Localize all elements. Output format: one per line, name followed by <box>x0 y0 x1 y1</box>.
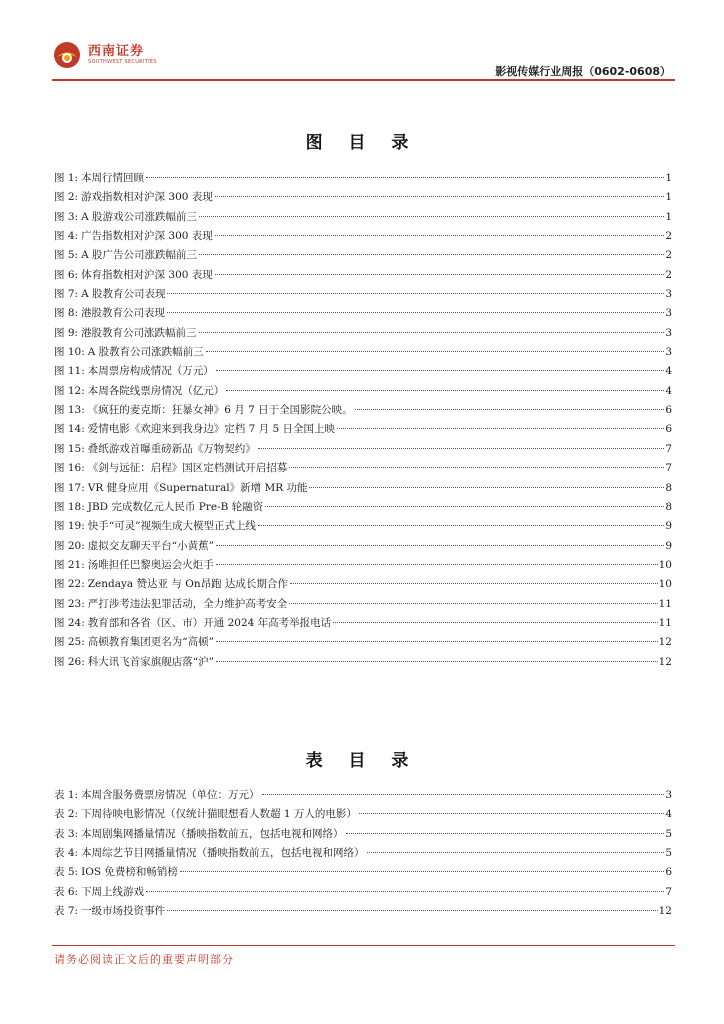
entry-page-number: 2 <box>665 249 672 262</box>
entry-page-number: 9 <box>665 539 672 552</box>
toc-entry[interactable] <box>54 615 672 634</box>
toc-entry[interactable] <box>54 421 672 440</box>
figures-toc-title: 图 目 录 <box>305 133 419 153</box>
entry-title: 《疯狂的麦克斯：狂暴女神》6 月 7 日于全国影院公映。 <box>87 404 353 417</box>
entry-page-number: 2 <box>665 230 672 243</box>
dot-leader <box>167 312 664 313</box>
entry-title: 港股教育公司表现 <box>81 307 166 320</box>
entry-page-number: 3 <box>665 307 672 320</box>
entry-title: JBD 完成数亿元人民币 Pre-B 轮融资 <box>87 500 264 513</box>
entry-page-number: 10 <box>658 558 672 571</box>
toc-entry[interactable] <box>54 480 672 499</box>
entry-title: 一级市场投资事件 <box>81 905 166 918</box>
toc-entry[interactable] <box>54 209 672 228</box>
entry-label: 图 6: <box>54 268 79 281</box>
report-title: 影视传媒行业周报（0602-0608） <box>495 65 671 78</box>
entry-title: 下周待映电影情况（仅统计猫眼想看人数超 1 万人的电影） <box>81 808 357 821</box>
toc-entry[interactable] <box>54 247 672 266</box>
entry-label: 图 10: <box>54 346 85 359</box>
entry-page-number: 12 <box>658 655 672 668</box>
dot-leader <box>265 506 664 507</box>
entry-label: 图 9: <box>54 326 79 339</box>
entry-page-number: 12 <box>658 905 672 918</box>
entry-title: VR 健身应用《Supernatural》新增 MR 功能 <box>87 481 308 494</box>
entry-page-number: 3 <box>665 326 672 339</box>
dot-leader <box>215 274 665 275</box>
dot-leader <box>290 583 658 584</box>
entry-page-number: 11 <box>658 616 672 629</box>
entry-title: 本周含服务费票房情况（单位：万元） <box>81 789 260 801</box>
entry-label: 图 23: <box>54 597 85 610</box>
entry-page-number: 5 <box>665 827 672 840</box>
entry-page-number: 10 <box>658 578 672 591</box>
entry-label: 表 2: <box>54 808 79 821</box>
page-header <box>52 40 675 82</box>
dot-leader <box>167 293 664 294</box>
dot-leader <box>199 254 664 255</box>
entry-page-number: 4 <box>665 808 672 821</box>
entry-label: 图 18: <box>54 500 85 513</box>
dot-leader <box>367 852 665 853</box>
entry-title: 严打涉考违法犯罪活动，全力维护高考安全 <box>87 597 288 610</box>
toc-entry[interactable] <box>54 441 672 460</box>
dot-leader <box>333 622 657 623</box>
toc-entry[interactable] <box>54 305 672 324</box>
entry-label: 图 16: <box>54 462 85 475</box>
toc-entry[interactable] <box>54 787 672 806</box>
entry-label: 表 6: <box>54 885 79 898</box>
dot-leader <box>146 177 664 178</box>
entry-label: 图 26: <box>54 655 85 668</box>
toc-entry[interactable] <box>54 654 672 673</box>
entry-page-number: 11 <box>658 597 672 610</box>
dot-leader <box>289 467 664 468</box>
entry-page-number: 5 <box>665 847 672 860</box>
entry-title: 本周综艺节目网播量情况（播映指数前五，包括电视和网络） <box>81 847 365 860</box>
entry-label: 表 5: <box>54 866 79 879</box>
dot-leader <box>216 545 664 546</box>
entry-page-number: 9 <box>665 520 672 533</box>
dot-leader <box>355 409 665 410</box>
entry-title: Zendaya 赞达亚 与 On昂跑 达成长期合作 <box>87 578 288 591</box>
entry-page-number: 4 <box>665 365 672 378</box>
toc-entry[interactable] <box>54 228 672 247</box>
dot-leader <box>215 235 665 236</box>
entry-page-number: 7 <box>665 442 672 455</box>
dot-leader <box>199 332 665 333</box>
toc-entry[interactable] <box>54 826 672 845</box>
toc-entry[interactable] <box>54 363 672 382</box>
entry-page-number: 8 <box>665 500 672 513</box>
logo-icon <box>52 40 82 70</box>
entry-page-number: 6 <box>665 404 672 417</box>
entry-label: 图 21: <box>54 558 85 571</box>
toc-entry[interactable] <box>54 576 672 595</box>
dot-leader <box>216 564 658 565</box>
toc-entry[interactable] <box>54 189 672 208</box>
entry-title: IOS 免费榜和畅销榜 <box>81 866 178 879</box>
entry-label: 图 4: <box>54 230 79 243</box>
entry-label: 图 20: <box>54 539 85 552</box>
dot-leader <box>258 525 664 526</box>
toc-entry[interactable] <box>54 538 672 557</box>
toc-entry[interactable] <box>54 344 672 363</box>
entry-title: 本周行情回顾 <box>81 172 145 184</box>
entry-page-number: 7 <box>665 462 672 475</box>
entry-label: 图 22: <box>54 578 85 591</box>
entry-label: 图 13: <box>54 404 85 417</box>
toc-entry[interactable] <box>54 864 672 883</box>
toc-entry[interactable] <box>54 383 672 402</box>
toc-entry[interactable] <box>54 325 672 344</box>
dot-leader <box>337 428 664 429</box>
toc-entry[interactable] <box>54 267 672 286</box>
entry-label: 图 8: <box>54 307 79 320</box>
entry-label: 图 1: <box>54 172 79 184</box>
entry-title: A 股教育公司涨跌幅前三 <box>87 346 204 359</box>
entry-page-number: 12 <box>658 636 672 649</box>
entry-title: 科大讯飞首家旗舰店落“沪” <box>87 655 214 668</box>
entry-page-number: 1 <box>665 191 672 204</box>
entry-title: 汤唯担任巴黎奥运会火炬手 <box>87 558 214 571</box>
entry-label: 图 12: <box>54 384 85 397</box>
entry-title: 游戏指数相对沪深 300 表现 <box>81 191 213 204</box>
entry-title: 叠纸游戏首曝重磅新品《万物契约》 <box>87 442 256 455</box>
tables-toc-title: 表 目 录 <box>305 751 419 771</box>
entry-page-number: 2 <box>665 268 672 281</box>
dot-leader <box>167 910 658 911</box>
toc-entry[interactable] <box>54 499 672 518</box>
dot-leader <box>262 794 665 795</box>
toc-entry[interactable] <box>54 402 672 421</box>
entry-title: A 股游戏公司涨跌幅前三 <box>81 210 197 223</box>
toc-entry[interactable] <box>54 806 672 825</box>
entry-title: 爱情电影《欢迎来到我身边》定档 7 月 5 日全国上映 <box>87 423 335 436</box>
entry-title: 《剑与远征：启程》国区定档测试开启招募 <box>87 462 288 475</box>
dot-leader <box>289 603 657 604</box>
entry-label: 图 2: <box>54 191 79 204</box>
entry-label: 图 3: <box>54 210 79 223</box>
entry-label: 图 11: <box>54 365 85 378</box>
entry-page-number: 3 <box>665 789 672 801</box>
entry-page-number: 3 <box>665 288 672 301</box>
footer-divider <box>52 945 675 946</box>
entry-label: 表 4: <box>54 847 79 860</box>
logo-name-en: SOUTHWEST SECURITIES <box>88 59 157 65</box>
tables-toc-list <box>54 787 672 922</box>
entry-label: 图 24: <box>54 616 85 629</box>
entry-title: 快手“可灵”视频生成大模型正式上线 <box>87 520 256 533</box>
entry-label: 图 17: <box>54 481 85 494</box>
entry-title: 本周各院线票房情况（亿元） <box>87 384 225 397</box>
dot-leader <box>180 871 664 872</box>
dot-leader <box>216 661 658 662</box>
dot-leader <box>309 487 664 488</box>
toc-entry[interactable] <box>54 557 672 576</box>
entry-title: 下周上线游戏 <box>81 885 145 898</box>
toc-entry[interactable] <box>54 634 672 653</box>
toc-entry[interactable] <box>54 518 672 537</box>
entry-label: 表 7: <box>54 905 79 918</box>
entry-title: 本周剧集网播量情况（播映指数前五，包括电视和网络） <box>81 827 344 840</box>
entry-label: 图 25: <box>54 636 85 649</box>
entry-page-number: 8 <box>665 481 672 494</box>
dot-leader <box>216 370 665 371</box>
entry-title: 港股教育公司涨跌幅前三 <box>81 326 197 339</box>
toc-entry[interactable] <box>54 596 672 615</box>
entry-page-number: 6 <box>665 866 672 879</box>
company-logo <box>52 40 157 70</box>
toc-entry[interactable] <box>54 903 672 922</box>
entry-title: 虚拟交友聊天平台“小黄蕉” <box>87 539 214 552</box>
entry-page-number: 6 <box>665 423 672 436</box>
entry-title: A 股教育公司表现 <box>81 288 166 301</box>
toc-entry[interactable] <box>54 845 672 864</box>
entry-title: 本周票房构成情况（万元） <box>87 365 214 378</box>
entry-label: 图 19: <box>54 520 85 533</box>
dot-leader <box>216 641 658 642</box>
entry-label: 表 1: <box>54 789 79 801</box>
entry-title: A 股广告公司涨跌幅前三 <box>81 249 197 262</box>
entry-page-number: 1 <box>665 210 672 223</box>
entry-label: 图 14: <box>54 423 85 436</box>
dot-leader <box>199 216 664 217</box>
entry-title: 教育部和各省（区、市）开通 2024 年高考举报电话 <box>87 616 332 629</box>
entry-title: 高顿教育集团更名为“高顿” <box>87 636 214 649</box>
entry-label: 图 15: <box>54 442 85 455</box>
entry-title: 广告指数相对沪深 300 表现 <box>81 230 213 243</box>
toc-entry[interactable] <box>54 460 672 479</box>
entry-page-number: 1 <box>665 172 672 184</box>
toc-entry[interactable] <box>54 170 672 189</box>
entry-label: 表 3: <box>54 827 79 840</box>
logo-name-cn: 西南证券 <box>88 44 145 59</box>
dot-leader <box>146 891 664 892</box>
entry-page-number: 4 <box>665 384 672 397</box>
toc-entry[interactable] <box>54 884 672 903</box>
dot-leader <box>226 390 664 391</box>
header-divider <box>52 79 675 81</box>
dot-leader <box>215 196 665 197</box>
footer-disclaimer: 请务必阅读正文后的重要声明部分 <box>54 953 234 966</box>
dot-leader <box>206 351 665 352</box>
entry-title: 体育指数相对沪深 300 表现 <box>81 268 213 281</box>
entry-label: 图 5: <box>54 249 79 262</box>
dot-leader <box>258 448 665 449</box>
entry-label: 图 7: <box>54 288 79 301</box>
entry-page-number: 3 <box>665 346 672 359</box>
toc-entry[interactable] <box>54 286 672 305</box>
dot-leader <box>359 813 664 814</box>
entry-page-number: 7 <box>665 885 672 898</box>
dot-leader <box>346 833 665 834</box>
figures-toc-list <box>54 170 672 673</box>
